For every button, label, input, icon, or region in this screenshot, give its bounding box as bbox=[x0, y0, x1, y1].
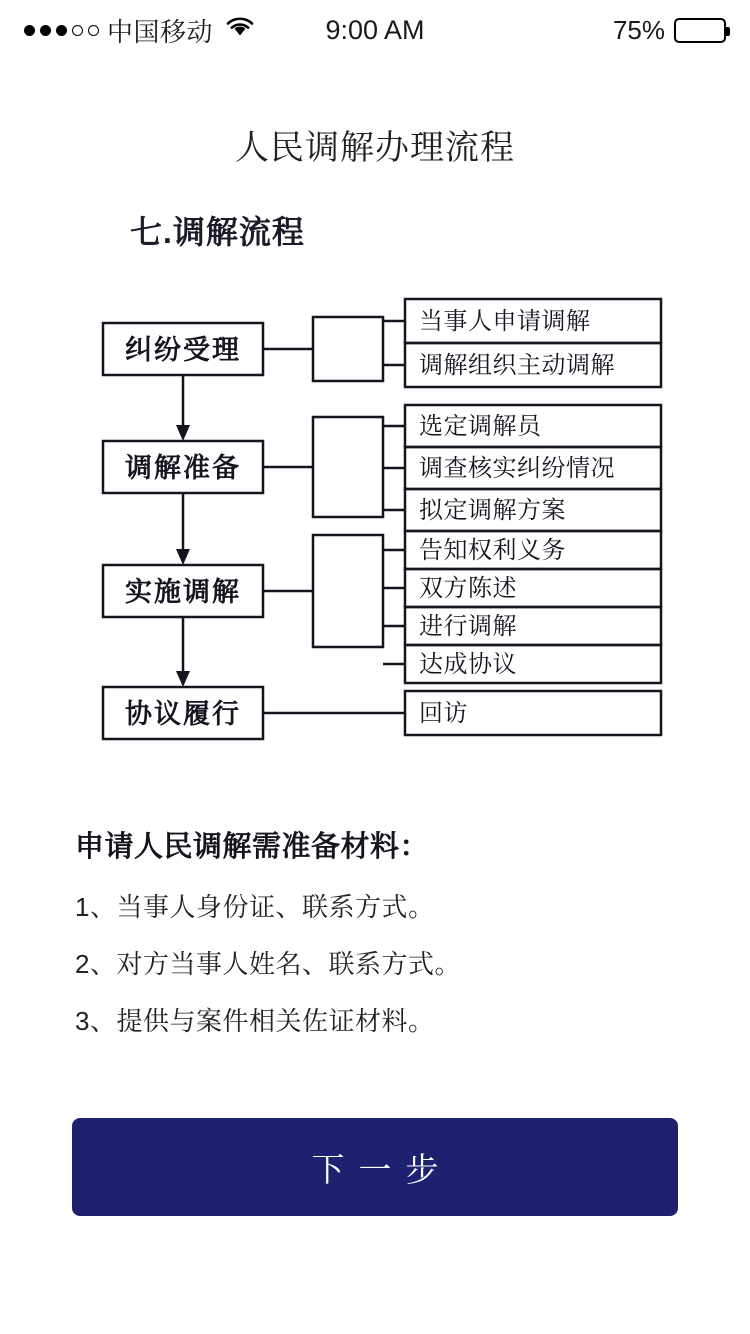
flow-leaf-label: 达成协议 bbox=[419, 651, 517, 678]
flow-stage-label: 调解准备 bbox=[125, 453, 241, 483]
flow-leaf-label: 回访 bbox=[419, 700, 468, 727]
flow-chart-heading: 七.调解流程 bbox=[130, 214, 305, 250]
flow-leaf-label: 调查核实纠纷情况 bbox=[419, 455, 615, 482]
flow-leaf-label: 告知权利义务 bbox=[419, 537, 566, 564]
materials-section bbox=[0, 824, 750, 1038]
materials-item: 3、提供与案件相关佐证材料。 bbox=[75, 1006, 435, 1036]
next-step-button[interactable]: 下一步 bbox=[72, 1118, 678, 1216]
flow-stage-label: 实施调解 bbox=[125, 577, 241, 607]
status-bar-left bbox=[24, 12, 255, 49]
page-title: 人民调解办理流程 bbox=[235, 129, 515, 167]
flow-leaf-label: 当事人申请调解 bbox=[419, 308, 591, 335]
flow-leaf-label: 双方陈述 bbox=[419, 575, 517, 602]
battery-percent-label: 75% bbox=[612, 14, 665, 45]
carrier-label: 中国移动 bbox=[107, 16, 214, 47]
flow-leaf-label: 选定调解员 bbox=[419, 413, 542, 440]
flow-chart-section bbox=[0, 207, 750, 772]
wifi-icon bbox=[225, 15, 255, 46]
flow-stage-label: 纠纷受理 bbox=[125, 335, 241, 365]
battery-icon bbox=[674, 18, 726, 43]
flow-leaf-label: 拟定调解方案 bbox=[419, 497, 566, 524]
status-bar-time: 9:00 AM bbox=[325, 14, 425, 45]
status-bar-right bbox=[613, 15, 726, 46]
signal-strength-icon bbox=[24, 25, 99, 36]
flow-stage-label: 协议履行 bbox=[125, 699, 241, 729]
status-bar bbox=[0, 0, 750, 60]
materials-item: 1、当事人身份证、联系方式。 bbox=[75, 892, 435, 922]
flow-leaf-label: 调解组织主动调解 bbox=[419, 352, 615, 379]
materials-item: 2、对方当事人姓名、联系方式。 bbox=[75, 949, 461, 979]
flow-chart-diagram bbox=[55, 267, 695, 772]
materials-title: 申请人民调解需准备材料： bbox=[75, 831, 430, 863]
flow-leaf-label: 进行调解 bbox=[419, 613, 517, 640]
